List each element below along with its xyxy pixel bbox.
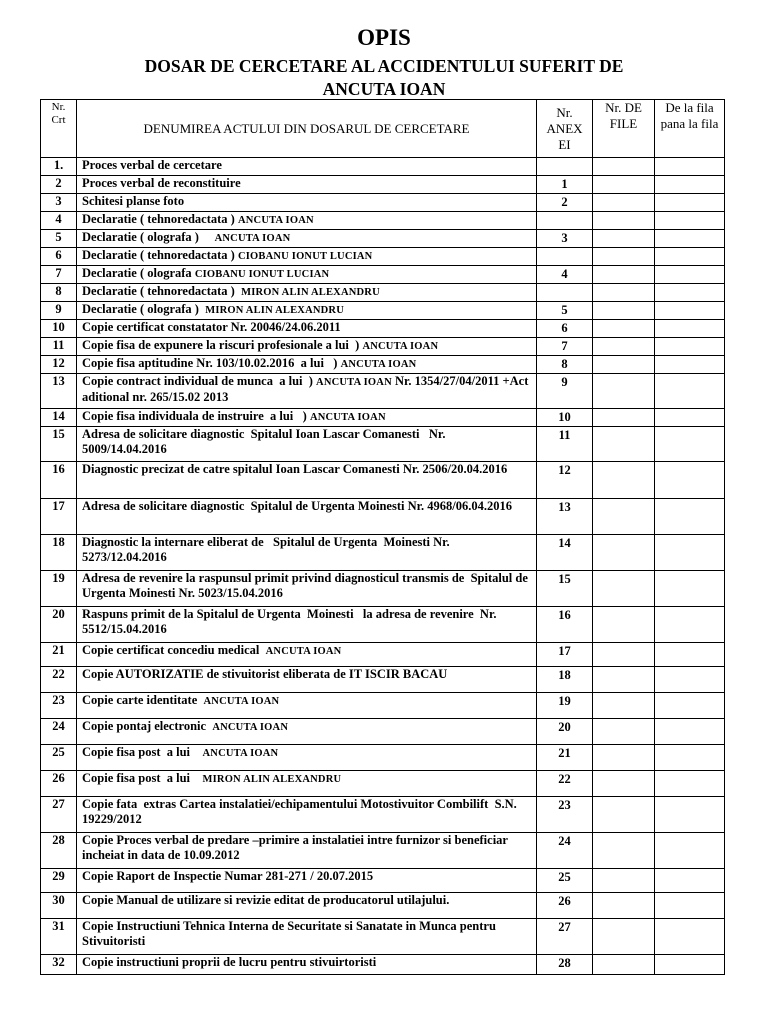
document-description	[77, 693, 537, 719]
page-range-cell	[655, 693, 725, 719]
annex-number: 17	[537, 643, 593, 667]
file-count-cell	[593, 535, 655, 571]
row-number: 5	[41, 230, 77, 248]
table-row	[41, 212, 725, 230]
annex-number: 18	[537, 667, 593, 693]
description-text: Copie AUTORIZATIE de stivuitorist eliberata de IT ISCIR BACAU	[82, 667, 448, 681]
page-range-cell	[655, 607, 725, 643]
person-name: CIOBANU IONUT LUCIAN	[237, 251, 373, 262]
document-description	[77, 248, 537, 266]
file-count-cell	[593, 320, 655, 338]
table-row	[41, 320, 725, 338]
page-range-cell	[655, 499, 725, 535]
file-count-cell	[593, 266, 655, 284]
document-description	[77, 320, 537, 338]
annex-number: 22	[537, 771, 593, 797]
file-count-cell	[593, 797, 655, 833]
description-text: Adresa de solicitare diagnostic Spitalul de Urgenta Moinesti Nr. 4968/06.04.2016	[82, 499, 512, 513]
col-header-nr-file: Nr. DE FILE	[593, 100, 655, 158]
row-number: 17	[41, 499, 77, 535]
annex-number: 14	[537, 535, 593, 571]
annex-number	[537, 158, 593, 176]
person-name: ANCUTA IOAN	[340, 359, 417, 370]
annex-number: 8	[537, 356, 593, 374]
row-number: 20	[41, 607, 77, 643]
table-row	[41, 667, 725, 693]
description-text: Declaratie ( olografa	[82, 266, 195, 280]
description-text: Adresa de solicitare diagnostic Spitalul Ioan Lascar Comanesti Nr. 5009/14.04.2016	[82, 427, 449, 456]
file-count-cell	[593, 427, 655, 462]
row-number: 21	[41, 643, 77, 667]
table-row	[41, 719, 725, 745]
col-header-denumire: DENUMIREA ACTULUI DIN DOSARUL DE CERCETARE	[77, 100, 537, 158]
page-range-cell	[655, 158, 725, 176]
annex-number: 28	[537, 955, 593, 975]
file-count-cell	[593, 833, 655, 869]
document-description	[77, 893, 537, 919]
table-row	[41, 745, 725, 771]
file-count-cell	[593, 499, 655, 535]
annex-number: 7	[537, 338, 593, 356]
annex-number: 13	[537, 499, 593, 535]
doc-subtitle-line1: DOSAR DE CERCETARE AL ACCIDENTULUI SUFERIT DE	[144, 56, 624, 76]
table-header-row	[41, 100, 725, 158]
file-count-cell	[593, 284, 655, 302]
person-name: ANCUTA IOAN	[214, 233, 291, 244]
file-count-cell	[593, 719, 655, 745]
annex-number: 11	[537, 427, 593, 462]
table-row	[41, 607, 725, 643]
annex-number: 26	[537, 893, 593, 919]
description-text: Declaratie ( tehnoredactata )	[82, 284, 242, 298]
row-number: 22	[41, 667, 77, 693]
row-number: 12	[41, 356, 77, 374]
page-range-cell	[655, 955, 725, 975]
row-number: 9	[41, 302, 77, 320]
table-row	[41, 284, 725, 302]
table-row	[41, 771, 725, 797]
description-text: Copie certificat concediu medical	[82, 643, 266, 657]
document-description	[77, 919, 537, 955]
description-text: Diagnostic precizat de catre spitalul Ioan Lascar Comanesti Nr. 2506/20.04.2016	[82, 462, 508, 476]
annex-number: 16	[537, 607, 593, 643]
table-row	[41, 158, 725, 176]
annex-number: 19	[537, 693, 593, 719]
page-range-cell	[655, 266, 725, 284]
page-range-cell	[655, 284, 725, 302]
row-number: 14	[41, 409, 77, 427]
person-name: ANCUTA IOAN	[202, 748, 279, 759]
document-description	[77, 499, 537, 535]
annex-number: 23	[537, 797, 593, 833]
file-count-cell	[593, 374, 655, 409]
annex-number: 12	[537, 462, 593, 499]
page-range-cell	[655, 302, 725, 320]
file-count-cell	[593, 643, 655, 667]
doc-title: OPIS	[357, 25, 411, 50]
table-row	[41, 374, 725, 409]
file-count-cell	[593, 409, 655, 427]
document-description	[77, 771, 537, 797]
document-description	[77, 643, 537, 667]
table-row	[41, 248, 725, 266]
document-description	[77, 302, 537, 320]
description-text: Copie fisa aptitudine Nr. 103/10.02.2016 a lui )	[82, 356, 341, 370]
row-number: 3	[41, 194, 77, 212]
person-name: ANCUTA IOAN	[265, 646, 342, 657]
annex-number: 9	[537, 374, 593, 409]
file-count-cell	[593, 919, 655, 955]
row-number: 28	[41, 833, 77, 869]
page-range-cell	[655, 869, 725, 893]
file-count-cell	[593, 955, 655, 975]
row-number: 13	[41, 374, 77, 409]
annex-number	[537, 212, 593, 230]
annex-number: 25	[537, 869, 593, 893]
page-range-cell	[655, 194, 725, 212]
person-name: ANCUTA IOAN	[316, 377, 392, 388]
document-description	[77, 266, 537, 284]
file-count-cell	[593, 893, 655, 919]
row-number: 27	[41, 797, 77, 833]
table-row	[41, 833, 725, 869]
table-row	[41, 797, 725, 833]
document-description	[77, 745, 537, 771]
annex-number: 21	[537, 745, 593, 771]
description-text: Diagnostic la internare eliberat de Spitalul de Urgenta Moinesti Nr. 5273/12.04.2016	[82, 535, 453, 564]
person-name: ANCUTA IOAN	[212, 722, 289, 733]
document-description	[77, 194, 537, 212]
page-range-cell	[655, 771, 725, 797]
document-description	[77, 356, 537, 374]
page-range-cell	[655, 374, 725, 409]
table-row	[41, 409, 725, 427]
description-text: Copie instructiuni proprii de lucru pentru stivuirtoristi	[82, 955, 377, 969]
document-description	[77, 338, 537, 356]
page-range-cell	[655, 667, 725, 693]
table-row	[41, 338, 725, 356]
description-text: Proces verbal de reconstituire	[82, 176, 241, 190]
person-name: ANCUTA IOAN	[237, 215, 314, 226]
description-text: Copie fisa post a lui	[82, 771, 203, 785]
annex-number: 3	[537, 230, 593, 248]
file-count-cell	[593, 176, 655, 194]
page-range-cell	[655, 176, 725, 194]
page-range-cell	[655, 427, 725, 462]
file-count-cell	[593, 745, 655, 771]
document-description	[77, 869, 537, 893]
document-description	[77, 284, 537, 302]
table-row	[41, 571, 725, 607]
file-count-cell	[593, 607, 655, 643]
page-range-cell	[655, 719, 725, 745]
file-count-cell	[593, 771, 655, 797]
table-row	[41, 643, 725, 667]
person-name: MIRON ALIN ALEXANDRU	[202, 774, 342, 785]
file-count-cell	[593, 302, 655, 320]
row-number: 10	[41, 320, 77, 338]
description-text: Copie Raport de Inspectie Numar 281-271 / 20.07.2015	[82, 869, 374, 883]
file-count-cell	[593, 158, 655, 176]
document-description	[77, 374, 537, 409]
page-range-cell	[655, 833, 725, 869]
annex-number: 2	[537, 194, 593, 212]
file-count-cell	[593, 248, 655, 266]
description-text: Declaratie ( olografa )	[82, 230, 215, 244]
table-row	[41, 535, 725, 571]
doc-subtitle-line2: ANCUTA IOAN	[322, 79, 446, 99]
person-name: ANCUTA IOAN	[203, 696, 280, 707]
document-description	[77, 607, 537, 643]
annex-number: 10	[537, 409, 593, 427]
file-count-cell	[593, 693, 655, 719]
row-number: 30	[41, 893, 77, 919]
annex-number: 1	[537, 176, 593, 194]
document-description	[77, 833, 537, 869]
description-text: Copie fisa individuala de instruire a lui )	[82, 409, 310, 423]
person-name: CIOBANU IONUT LUCIAN	[194, 269, 330, 280]
col-header-nr-crt: Nr. Crt	[41, 100, 77, 158]
page-range-cell	[655, 409, 725, 427]
file-count-cell	[593, 356, 655, 374]
row-number: 4	[41, 212, 77, 230]
page-range-cell	[655, 893, 725, 919]
page-range-cell	[655, 535, 725, 571]
table-row	[41, 893, 725, 919]
description-text: Proces verbal de cercetare	[82, 158, 222, 172]
file-count-cell	[593, 212, 655, 230]
description-text: Copie fisa post a lui	[82, 745, 203, 759]
file-count-cell	[593, 194, 655, 212]
row-number: 26	[41, 771, 77, 797]
row-number: 2	[41, 176, 77, 194]
person-name: ANCUTA IOAN	[362, 341, 439, 352]
page-range-cell	[655, 571, 725, 607]
description-text: Copie certificat constatator Nr. 20046/24.06.2011	[82, 320, 341, 334]
document-description	[77, 230, 537, 248]
document-description	[77, 719, 537, 745]
description-text: Declaratie ( olografa )	[82, 302, 206, 316]
annex-number: 24	[537, 833, 593, 869]
document-description	[77, 462, 537, 499]
file-count-cell	[593, 338, 655, 356]
row-number: 24	[41, 719, 77, 745]
description-text: Copie contract individual de munca a lui )	[82, 374, 317, 388]
document-description	[77, 427, 537, 462]
person-name: MIRON ALIN ALEXANDRU	[241, 287, 380, 298]
file-count-cell	[593, 571, 655, 607]
row-number: 29	[41, 869, 77, 893]
document-description	[77, 176, 537, 194]
table-row	[41, 230, 725, 248]
table-row	[41, 194, 725, 212]
table-row	[41, 462, 725, 499]
table-row	[41, 427, 725, 462]
row-number: 16	[41, 462, 77, 499]
row-number: 8	[41, 284, 77, 302]
table-row	[41, 302, 725, 320]
description-text: Raspuns primit de la Spitalul de Urgenta Moinesti la adresa de revenire Nr. 5512/15.04.2016	[82, 607, 500, 636]
page-range-cell	[655, 230, 725, 248]
row-number: 6	[41, 248, 77, 266]
row-number: 15	[41, 427, 77, 462]
description-text: Declaratie ( tehnoredactata )	[82, 248, 238, 262]
annex-number	[537, 284, 593, 302]
page-range-cell	[655, 248, 725, 266]
description-text: Copie carte identitate	[82, 693, 204, 707]
inventory-table	[40, 99, 725, 975]
document-description	[77, 535, 537, 571]
document-description	[77, 409, 537, 427]
annex-number: 5	[537, 302, 593, 320]
page-range-cell	[655, 919, 725, 955]
page-range-cell	[655, 643, 725, 667]
table-row	[41, 955, 725, 975]
table-row	[41, 499, 725, 535]
row-number: 19	[41, 571, 77, 607]
page-range-cell	[655, 356, 725, 374]
page-range-cell	[655, 797, 725, 833]
table-row	[41, 176, 725, 194]
file-count-cell	[593, 230, 655, 248]
document-description	[77, 797, 537, 833]
table-row	[41, 266, 725, 284]
document-description	[77, 158, 537, 176]
row-number: 32	[41, 955, 77, 975]
table-row	[41, 869, 725, 893]
description-text: Copie pontaj electronic	[82, 719, 213, 733]
page-range-cell	[655, 212, 725, 230]
page-range-cell	[655, 320, 725, 338]
description-text-cont: Nr. 1354/27/04/2011 +Act aditional nr. 265/15.02 2013	[82, 374, 529, 404]
annex-number: 4	[537, 266, 593, 284]
table-row	[41, 356, 725, 374]
row-number: 31	[41, 919, 77, 955]
table-row	[41, 693, 725, 719]
description-text: Copie fata extras Cartea instalatiei/echipamentului Motostivuitor Combilift S.N. 19229/2012	[82, 797, 520, 826]
row-number: 18	[41, 535, 77, 571]
row-number: 23	[41, 693, 77, 719]
col-header-fila: De la fila pana la fila	[655, 100, 725, 158]
annex-number	[537, 248, 593, 266]
row-number: 25	[41, 745, 77, 771]
page-range-cell	[655, 745, 725, 771]
annex-number: 6	[537, 320, 593, 338]
document-description	[77, 955, 537, 975]
document-description	[77, 571, 537, 607]
description-text: Copie Proces verbal de predare –primire a instalatiei intre furnizor si beneficiar incheiat in data de 10.09.2012	[82, 833, 511, 862]
description-text: Copie fisa de expunere la riscuri profesionale a lui )	[82, 338, 363, 352]
annex-number: 20	[537, 719, 593, 745]
document-description	[77, 667, 537, 693]
page-range-cell	[655, 338, 725, 356]
file-count-cell	[593, 462, 655, 499]
row-number: 7	[41, 266, 77, 284]
annex-number: 27	[537, 919, 593, 955]
person-name: MIRON ALIN ALEXANDRU	[205, 305, 344, 316]
document-description	[77, 212, 537, 230]
description-text: Copie Manual de utilizare si revizie editat de producatorul utilajului.	[82, 893, 450, 907]
table-row	[41, 919, 725, 955]
row-number: 11	[41, 338, 77, 356]
annex-number: 15	[537, 571, 593, 607]
description-text: Adresa de revenire la raspunsul primit privind diagnosticul transmis de Spitalul de Urgenta Moinesti Nr. 5023/15.04.2016	[82, 571, 532, 600]
person-name: ANCUTA IOAN	[309, 412, 386, 423]
row-number: 1.	[41, 158, 77, 176]
page-range-cell	[655, 462, 725, 499]
description-text: Schitesi planse foto	[82, 194, 185, 208]
description-text: Copie Instructiuni Tehnica Interna de Securitate si Sanatate in Munca pentru Stivuitoristi	[82, 919, 500, 948]
col-header-nr-anexei: Nr. ANEX EI	[537, 100, 593, 158]
file-count-cell	[593, 667, 655, 693]
file-count-cell	[593, 869, 655, 893]
description-text: Declaratie ( tehnoredactata )	[82, 212, 238, 226]
